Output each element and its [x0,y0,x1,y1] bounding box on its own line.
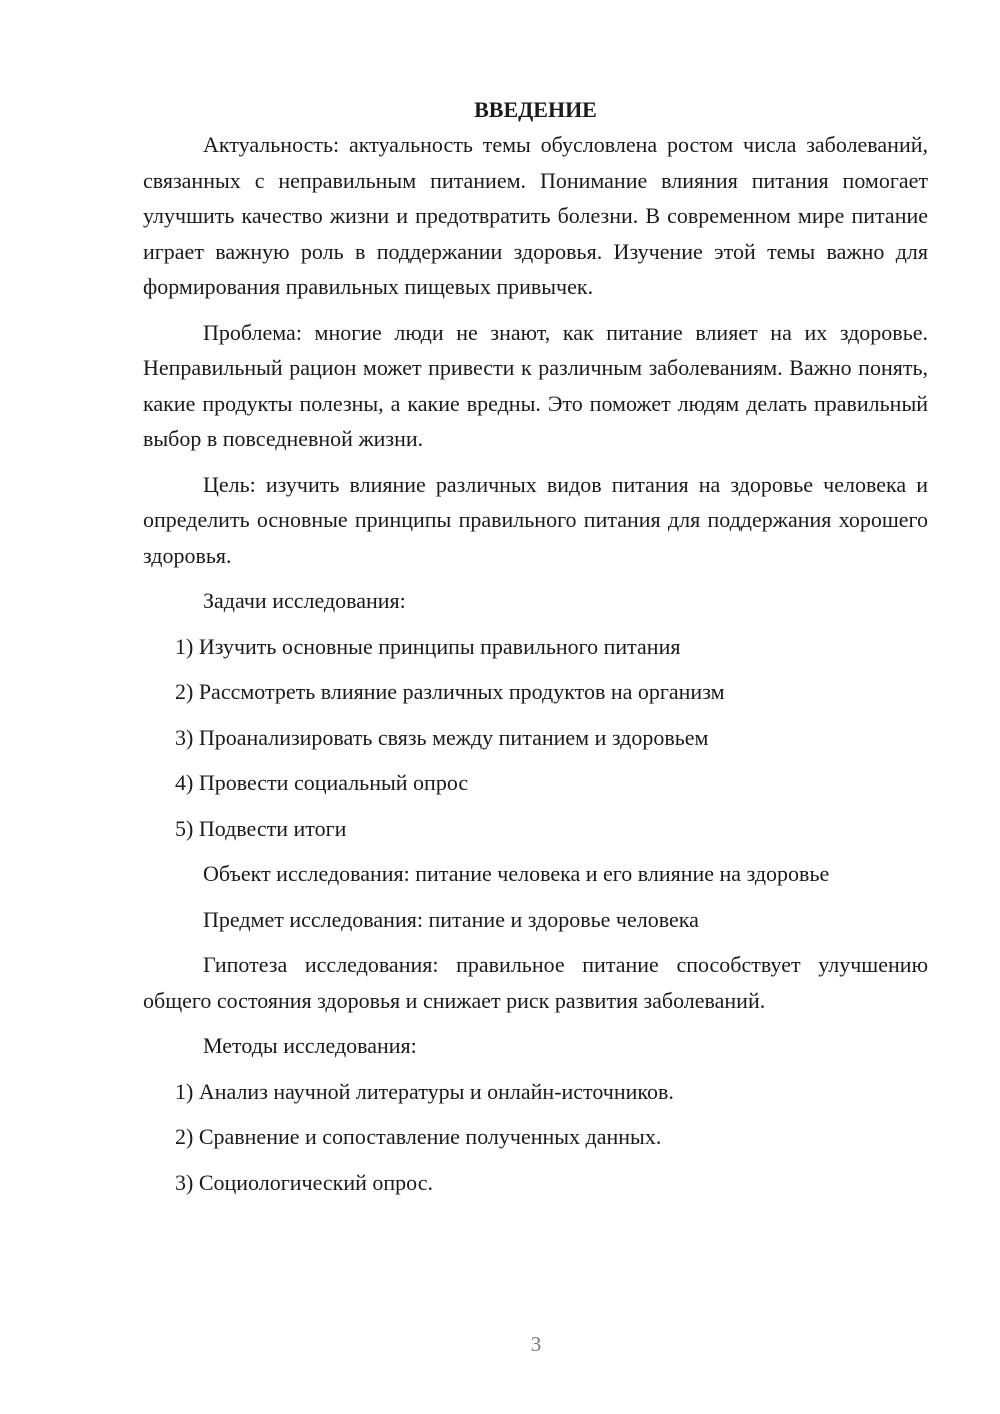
goal-paragraph: Цель: изучить влияние различных видов питания на здоровье человека и определить основные принципы правильного питания для поддержания хорошего здоровья. [143,471,928,568]
list-item: 1) Анализ научной литературы и онлайн-источников. [175,1078,674,1104]
subject-line: Предмет исследования: питание и здоровье человека [203,906,699,932]
list-item: 1) Изучить основные принципы правильного питания [175,633,681,659]
methods-heading: Методы исследования: [203,1033,417,1058]
list-item: 3) Проанализировать связь между питанием и здоровьем [175,724,709,750]
problem-paragraph: Проблема: многие люди не знают, как питание влияет на их здоровье. Неправильный рацион может привести к различным заболеваниям. Важно понять, какие продукты полезны, а какие вредны. Это поможет людям делать правильный выбор в повседневной жизни. [143,319,928,451]
tasks-heading: Задачи исследования: [203,588,406,613]
object-line: Объект исследования: питание человека и его влияние на здоровье [203,861,830,886]
list-item: 4) Провести социальный опрос [175,770,469,795]
document-body [143,92,928,1210]
list-item: 5) Подвести итоги [175,815,347,841]
section-title: ВВЕДЕНИЕ [474,97,597,122]
list-item: 3) Социологический опрос. [175,1169,433,1195]
list-item: 2) Сравнение и сопоставление полученных данных. [175,1124,662,1149]
list-item: 2) Рассмотреть влияние различных продуктов на организм [175,679,725,704]
page-number: 3 [530,1332,542,1356]
hypothesis-paragraph: Гипотеза исследования: правильное питание способствует улучшению общего состояния здоровья и снижает риск развития заболеваний. [143,952,928,1013]
tasks-list [143,629,928,847]
relevance-paragraph: Актуальность: актуальность темы обусловлена ростом числа заболеваний, связанных с неправильным питанием. Понимание влияния питания помогает улучшить качество жизни и предотвратить болезни. В современном мире питание играет важную роль в поддержании здоровья. Изучение этой темы важно для формирования правильных пищевых привычек. [143,132,928,299]
methods-list [143,1074,928,1201]
